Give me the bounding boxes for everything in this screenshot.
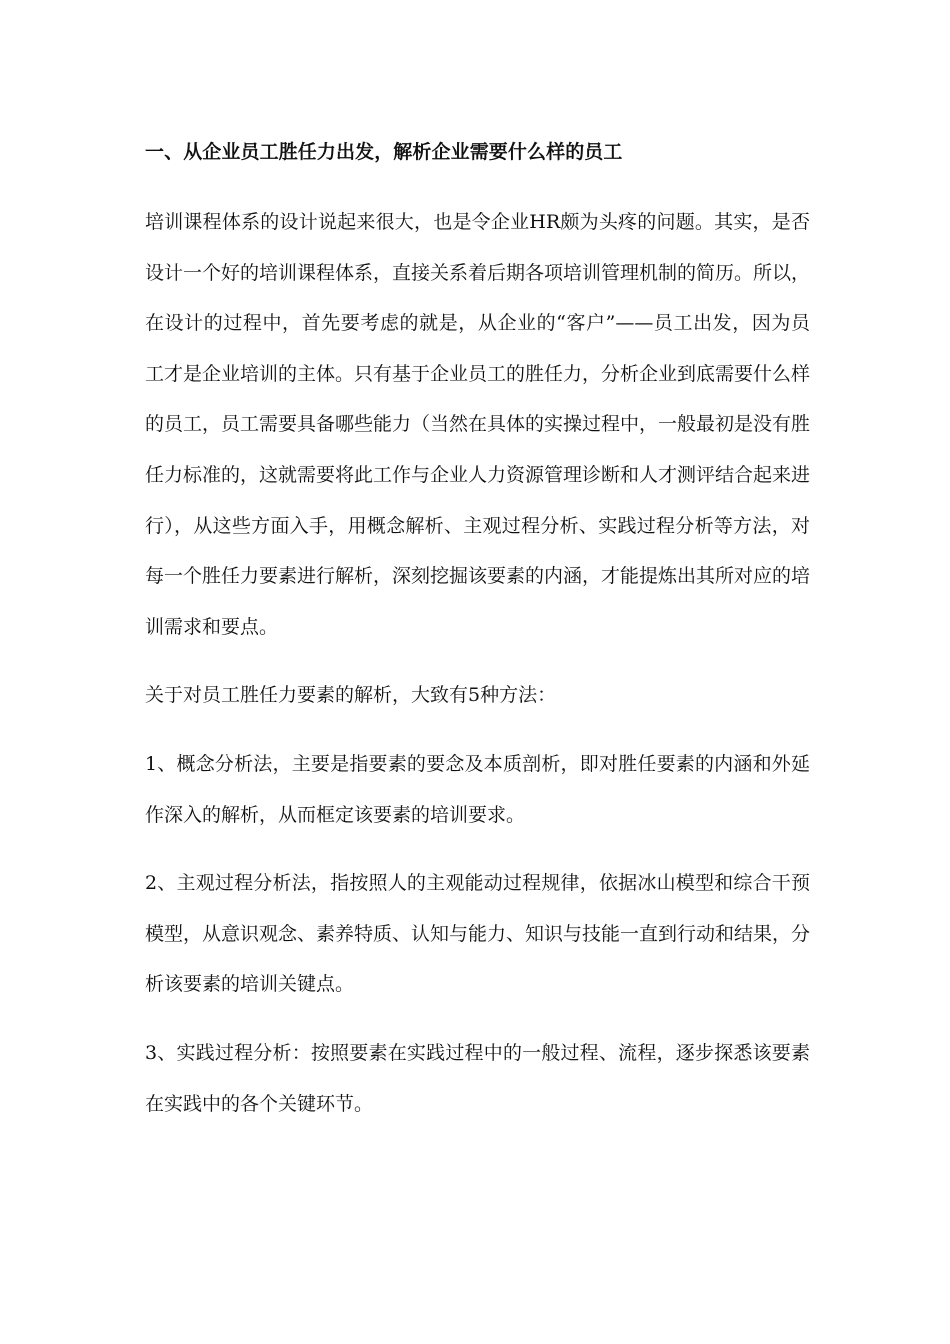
paragraph-method-3: 3、实践过程分析：按照要素在实践过程中的一般过程、流程，逐步探悉该要素在实践中的各个关键环节。 xyxy=(145,1041,810,1115)
section-heading: 一、从企业员工胜任力出发，解析企业需要什么样的员工 xyxy=(145,141,623,163)
paragraph-method-2: 2、主观过程分析法，指按照人的主观能动过程规律，依据冰山模型和综合干预模型，从意识观念、素养特质、认知与能力、知识与技能一直到行动和结果，分析该要素的培训关键点。 xyxy=(145,872,811,996)
document-page xyxy=(145,128,810,1147)
paragraph-intro: 培训课程体系的设计说起来很大，也是令企业HR颇为头疼的问题。其实，是否设计一个好的培训课程体系，直接关系着后期各项培训管理机制的简历。所以，在设计的过程中，首先要考虑的就是，从企业的“客户”——员工出发，因为员工才是企业培训的主体。只有基于企业员工的胜任力，分析企业到底需要什么样的员工，员工需要具备哪些能力（当然在具体的实操过程中，一般最初是没有胜任力标准的，这就需要将此工作与企业人力资源管理诊断和人才测评结合起来进行），从这些方面入手，用概念解析、主观过程分析、实践过程分析等方法，对每一个胜任力要素进行解析，深刻挖掘该要素的内涵，才能提炼出其所对应的培训需求和要点。 xyxy=(145,211,811,638)
paragraph-methods-summary: 关于对员工胜任力要素的解析，大致有5种方法： xyxy=(145,684,557,707)
paragraph-method-1: 1、概念分析法，主要是指要素的要念及本质剖析，即对胜任要素的内涵和外延作深入的解析，从而框定该要素的培训要求。 xyxy=(145,752,810,826)
